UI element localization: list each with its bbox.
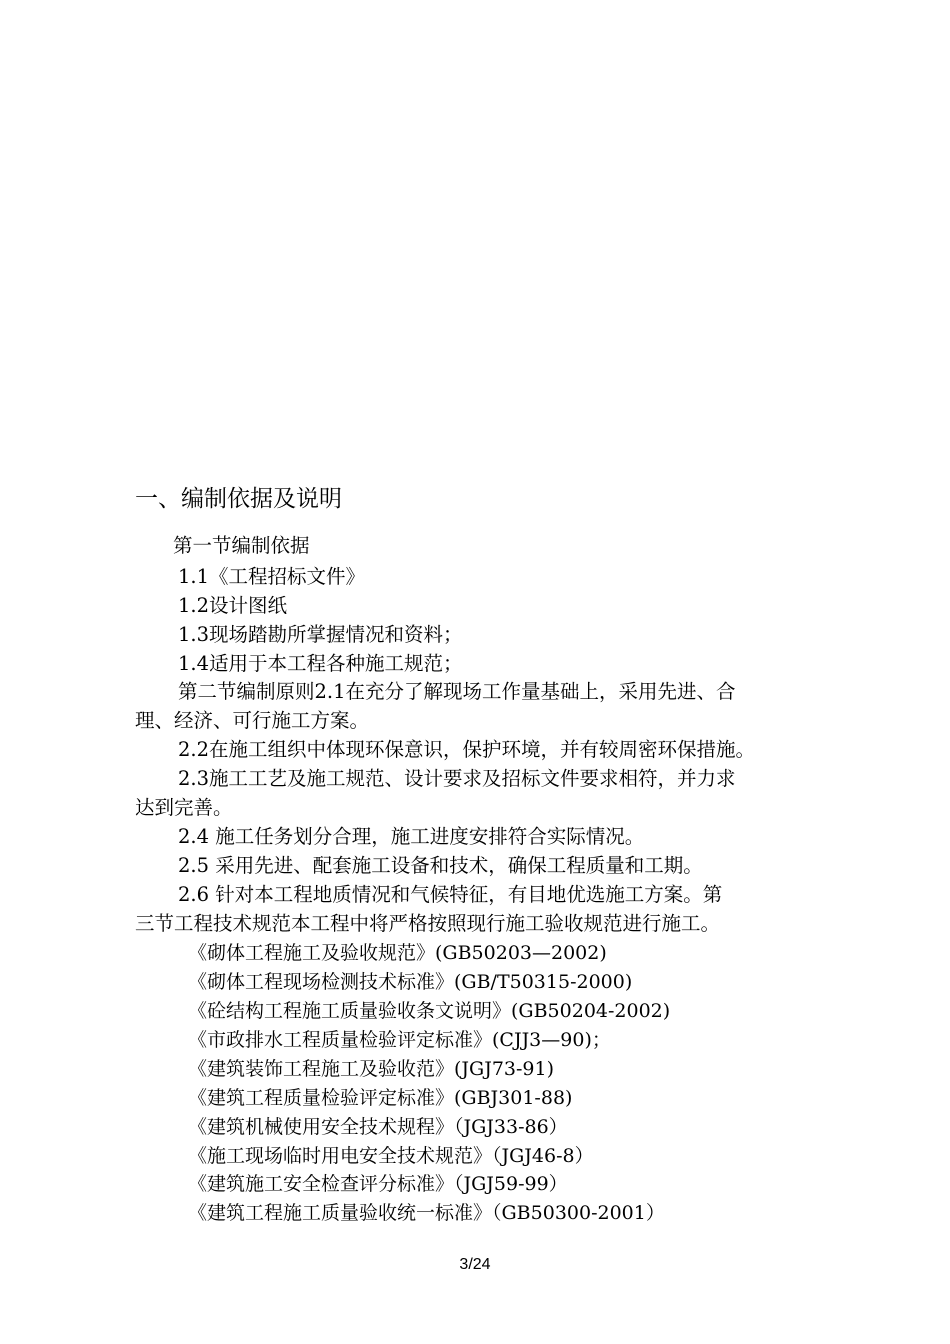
principle-2-6-line1: 2.6 针对本工程地质情况和气候特征，有目地优选施工方案。第 <box>178 883 723 906</box>
basis-item: 1.3现场踏勘所掌握情况和资料； <box>178 623 463 646</box>
basis-item: 1.1《工程招标文件》 <box>178 565 366 588</box>
section1-title: 第一节编制依据 <box>173 534 310 557</box>
basis-item: 1.2设计图纸 <box>178 594 288 617</box>
principle-2-6-line2: 三节工程技术规范本工程中将严格按照现行施工验收规范进行施工。 <box>135 912 721 935</box>
standard-item: 《建筑机械使用安全技术规程》（JGJ33-86） <box>188 1116 568 1138</box>
standard-item: 《市政排水工程质量检验评定标准》(CJJ3—90)； <box>188 1029 611 1051</box>
principle-2-4: 2.4 施工任务划分合理，施工进度安排符合实际情况。 <box>178 825 645 848</box>
standard-item: 《施工现场临时用电安全技术规范》（JGJ46-8） <box>188 1145 594 1167</box>
principle-2-3-line1: 2.3施工工艺及施工规范、设计要求及招标文件要求相符，并力求 <box>178 767 736 790</box>
principle-2-1-line2: 理、经济、可行施工方案。 <box>135 709 370 732</box>
standard-item: 《建筑工程质量检验评定标准》(GBJ301-88) <box>188 1087 573 1109</box>
basis-item: 1.4适用于本工程各种施工规范； <box>178 652 463 675</box>
standard-item: 《建筑工程施工质量验收统一标准》（GB50300-2001） <box>188 1202 665 1224</box>
page-number: 3/24 <box>459 1256 491 1273</box>
principle-2-2: 2.2在施工组织中体现环保意识，保护环境，并有较周密环保措施。 <box>178 738 756 761</box>
standard-item: 《建筑施工安全检查评分标准》（JGJ59-99） <box>188 1173 568 1195</box>
section-heading: 一、编制依据及说明 <box>135 486 342 512</box>
principle-2-3-line2: 达到完善。 <box>135 796 233 819</box>
standard-item: 《砌体工程现场检测技术标准》(GB/T50315-2000) <box>188 971 633 993</box>
principle-2-1-line1: 第二节编制原则2.1在充分了解现场工作量基础上，采用先进、合 <box>178 680 736 703</box>
principle-2-5: 2.5 采用先进、配套施工设备和技术，确保工程质量和工期。 <box>178 854 703 877</box>
standard-item: 《砌体工程施工及验收规范》(GB50203—2002) <box>188 942 607 964</box>
standard-item: 《砼结构工程施工质量验收条文说明》(GB50204-2002) <box>188 1000 671 1022</box>
standard-item: 《建筑装饰工程施工及验收范》(JGJ73-91) <box>188 1058 555 1080</box>
